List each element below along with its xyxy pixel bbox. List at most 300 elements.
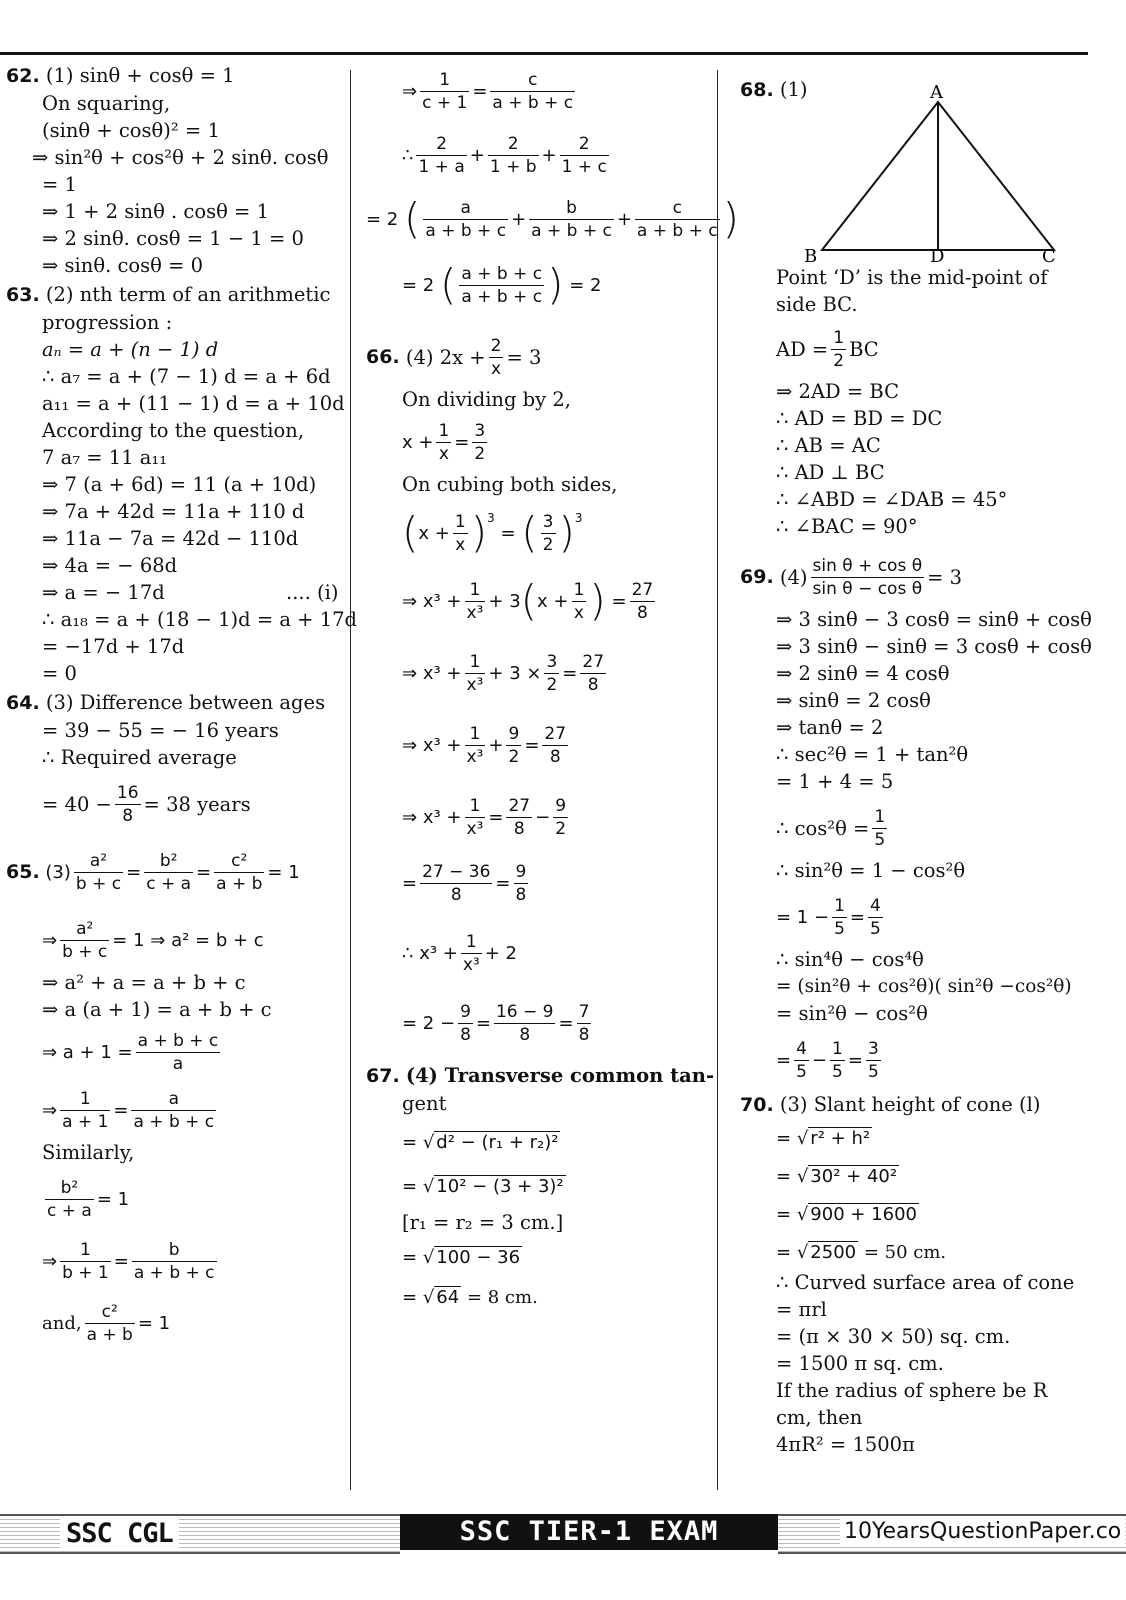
- fraction: [529, 197, 614, 242]
- numerator: c: [490, 69, 575, 92]
- numerator: 4: [869, 895, 881, 916]
- numerator: a²: [60, 918, 109, 941]
- numerator: a: [131, 1088, 216, 1111]
- numerator: 1: [60, 1088, 110, 1111]
- denominator: 8: [460, 1024, 471, 1045]
- fraction: [514, 861, 529, 906]
- text: On squaring,: [42, 92, 171, 115]
- question-number: 67.: [366, 1065, 400, 1087]
- denominator: sin θ − cos θ: [812, 578, 923, 599]
- denominator: 2: [474, 443, 486, 464]
- fraction: [868, 895, 883, 940]
- text: ∴ a₇ = a + (7 − 1) d = a + 6d: [42, 365, 331, 388]
- fraction: [472, 420, 487, 465]
- fraction: [490, 69, 575, 114]
- numerator: 2: [488, 133, 539, 156]
- text: ∴: [402, 942, 414, 964]
- denominator: a + b: [86, 1324, 133, 1345]
- top-rule: [0, 52, 1088, 55]
- numerator: 1: [834, 895, 845, 916]
- text: ⇒ a = − 17d: [42, 581, 165, 604]
- text: = 40 −: [42, 792, 112, 816]
- numerator: 16: [116, 782, 139, 803]
- numerator: 1: [573, 579, 585, 600]
- numerator: a + b + c: [461, 263, 543, 284]
- text: =: [454, 431, 470, 453]
- fraction: [832, 895, 847, 940]
- text: ⇒ 3 sinθ − sinθ = 3 cosθ + cosθ: [776, 635, 1092, 658]
- text: = sin²θ − cos²θ: [776, 1002, 928, 1025]
- denominator: b + c: [62, 941, 108, 962]
- text: ∴ sin⁴θ − cos⁴θ: [776, 948, 924, 971]
- question-63: [6, 281, 358, 687]
- text: ⇒: [42, 1099, 58, 1121]
- text: ⇒: [42, 1250, 58, 1272]
- radicand: 100 − 36: [436, 1246, 521, 1268]
- numerator: 3: [546, 651, 558, 672]
- fraction: [465, 795, 486, 840]
- text: ⇒ 2 sinθ. cosθ = 1 − 1 = 0: [42, 227, 304, 250]
- numerator: 27: [544, 723, 567, 744]
- text: = −17d + 17d: [42, 635, 185, 658]
- text: ∴ AD ⊥ BC: [776, 461, 885, 484]
- fraction: [506, 795, 532, 840]
- numerator: b²: [45, 1177, 94, 1200]
- text: −: [811, 1049, 828, 1071]
- text: = 1 ⇒ a² = b + c: [112, 929, 264, 951]
- fraction: [60, 1239, 111, 1284]
- fraction: [214, 850, 264, 895]
- question-64: [6, 689, 354, 833]
- denominator: 5: [869, 918, 881, 939]
- denominator: 2: [555, 818, 567, 839]
- denominator: a + b + c: [636, 220, 718, 241]
- fraction: [794, 1038, 809, 1083]
- numerator: a²: [74, 850, 123, 873]
- page-footer: [0, 1504, 1126, 1556]
- text: ⇒ a (a + 1) = a + b + c: [42, 998, 272, 1021]
- numerator: 1: [465, 795, 486, 818]
- text: = 38 years: [143, 792, 251, 816]
- numerator: 16 − 9: [495, 1001, 554, 1022]
- text: (3): [45, 861, 71, 883]
- fraction: [420, 861, 492, 906]
- denominator: c + a: [47, 1200, 92, 1221]
- fraction: [831, 327, 846, 372]
- text: ∴ ∠BAC = 90°: [776, 515, 918, 538]
- fraction: [811, 555, 925, 600]
- numerator: b: [132, 1239, 217, 1262]
- denominator: a + b + c: [133, 1111, 215, 1132]
- denominator: 8: [549, 746, 561, 767]
- denominator: 1 + b: [489, 156, 537, 177]
- denominator: a + b + c: [492, 92, 574, 113]
- question-number: 68.: [740, 79, 774, 101]
- text: (4) 2x +: [405, 345, 486, 369]
- footer-exam-tier: SSC TIER-1 EXAM: [459, 1516, 719, 1547]
- denominator: 2: [508, 746, 520, 767]
- text: x³ +: [422, 806, 462, 828]
- text: side BC.: [776, 293, 858, 316]
- fraction: [580, 651, 606, 696]
- denominator: a + b: [216, 873, 263, 894]
- text: (4) Transverse common tan-: [405, 1064, 715, 1087]
- text: ⇒ a² + a = a + b + c: [42, 971, 246, 994]
- text: ∴ sec²θ = 1 + tan²θ: [776, 743, 969, 766]
- text: =: [558, 1012, 574, 1034]
- fraction: [553, 795, 568, 840]
- text: = 2: [402, 274, 435, 296]
- fraction: [85, 1301, 135, 1346]
- text: =: [402, 872, 418, 894]
- text: ∴ sin²θ = 1 − cos²θ: [776, 859, 966, 882]
- denominator: x: [438, 443, 449, 464]
- denominator: a: [172, 1053, 184, 1074]
- text: =: [402, 1175, 418, 1197]
- denominator: x: [573, 602, 584, 623]
- denominator: x³: [466, 818, 484, 839]
- fraction: [630, 579, 656, 624]
- denominator: 5: [834, 918, 845, 939]
- text: =: [488, 806, 504, 828]
- text: ⇒ sin²θ + cos²θ + 2 sinθ. cosθ: [32, 146, 329, 169]
- numerator: 9: [515, 861, 527, 882]
- text: = 1: [267, 861, 300, 883]
- text: =: [776, 1049, 792, 1071]
- text: =: [562, 662, 578, 684]
- footer-left-band: [0, 1514, 400, 1554]
- fraction: [544, 651, 559, 696]
- fraction: [74, 850, 123, 895]
- text: ∴ cos²θ =: [776, 816, 870, 840]
- fraction: [132, 1239, 217, 1284]
- footer-exam-name: SSC CGL: [60, 1518, 179, 1549]
- text: (1) sinθ + cosθ = 1: [45, 64, 235, 87]
- text: +: [511, 208, 527, 230]
- numerator: 27: [508, 795, 531, 816]
- exponent: 3: [574, 510, 583, 525]
- fraction: [489, 335, 504, 380]
- numerator: 2: [560, 133, 609, 156]
- text: [r₁ = r₂ = 3 cm.]: [402, 1211, 564, 1234]
- question-number: 62.: [6, 65, 40, 87]
- text: =: [776, 1203, 792, 1225]
- text: ∴: [402, 144, 414, 166]
- denominator: 8: [513, 818, 525, 839]
- numerator: 2: [416, 133, 466, 156]
- footer-website: 10YearsQuestionPaper.co: [840, 1519, 1125, 1544]
- denominator: 8: [519, 1024, 531, 1045]
- text: =: [611, 590, 627, 612]
- denominator: a + b + c: [133, 1262, 215, 1283]
- text: ⇒ 4a = − 68d: [42, 554, 178, 577]
- denominator: 8: [578, 1024, 590, 1045]
- footer-center-band: [400, 1514, 778, 1550]
- numerator: 1: [465, 579, 486, 602]
- numerator: 1: [832, 1038, 843, 1059]
- question-65-continued: ⇒ $\frac{1}{c + 1}$ = $\frac{c}{a + b + c}$ ∴ $\frac{2}{1 + a}$ + $\frac{2}{1 + b}$ + $\frac{2}{1 + c}$ = 2 ( $\frac{a}{a + b + c}$ + $\frac{b}{a + b + c}$ + $\frac{c}{a + b + c}$ ) = 2 ( $\frac{a + b + c}{a + b + c}$ ) = 2: [366, 69, 739, 309]
- question-number: 69.: [740, 565, 774, 588]
- numerator: c²: [85, 1301, 135, 1324]
- fraction: [830, 1038, 845, 1083]
- column-middle: [366, 62, 739, 1314]
- text: x³ +: [422, 662, 462, 684]
- fraction: [416, 133, 466, 178]
- denominator: a + 1: [62, 1111, 109, 1132]
- denominator: c + 1: [422, 92, 468, 113]
- vertex-label-d: D: [930, 246, 945, 263]
- denominator: a + b + c: [531, 220, 612, 241]
- text: Point ‘D’ is the mid-point of: [776, 266, 1048, 289]
- denominator: x: [491, 358, 502, 379]
- text: = 3: [506, 345, 542, 369]
- text: =: [475, 1012, 491, 1034]
- text: ∴ AD = BD = DC: [776, 407, 943, 430]
- text: progression :: [42, 311, 173, 334]
- text: =: [776, 1165, 792, 1187]
- text: =: [776, 1241, 792, 1263]
- denominator: a + b + c: [461, 286, 543, 307]
- text: = 1: [96, 1188, 130, 1210]
- fraction: [542, 723, 568, 768]
- radicand: 30² + 40²: [810, 1165, 898, 1187]
- text: x³ +: [419, 942, 458, 964]
- text: (1): [779, 78, 808, 101]
- text: =: [113, 1099, 129, 1121]
- text: =: [847, 1049, 863, 1071]
- fraction: [494, 1001, 556, 1046]
- question-number: 64.: [6, 692, 40, 714]
- text: =: [776, 1127, 792, 1149]
- denominator: 8: [450, 884, 462, 905]
- text: = 1500 π sq. cm.: [776, 1352, 944, 1375]
- numerator: 9: [508, 723, 520, 744]
- radicand: 64: [436, 1286, 460, 1308]
- numerator: 1: [420, 69, 469, 92]
- text: +: [469, 144, 485, 166]
- text: +: [616, 208, 632, 230]
- denominator: 8: [515, 884, 527, 905]
- text: (3) Difference between ages: [45, 691, 326, 714]
- numerator: 1: [833, 327, 845, 348]
- footer-right-band: [778, 1514, 1126, 1554]
- text: =: [196, 861, 212, 883]
- numerator: c²: [214, 850, 264, 873]
- fraction: [136, 1030, 221, 1075]
- numerator: 27: [631, 579, 654, 600]
- text: gent: [402, 1092, 447, 1115]
- text: ⇒ 3 sinθ − 3 cosθ = sinθ + cosθ: [776, 608, 1092, 631]
- denominator: a + b + c: [425, 220, 507, 241]
- text: ⇒ 7a + 42d = 11a + 110 d: [42, 500, 305, 523]
- denominator: x: [455, 534, 466, 555]
- numerator: sin θ + cos θ: [812, 555, 923, 576]
- numerator: 1: [465, 723, 486, 746]
- text: + 2: [484, 942, 518, 964]
- text: =: [402, 1131, 418, 1153]
- fraction: [420, 69, 469, 114]
- text: ⇒: [402, 80, 418, 102]
- question-number: 65.: [6, 860, 40, 883]
- text: (4): [779, 565, 808, 589]
- fraction: [572, 579, 587, 624]
- numerator: 9: [460, 1001, 471, 1022]
- text: = 8 cm.: [466, 1286, 538, 1308]
- text: ⇒: [402, 734, 418, 756]
- text: +: [541, 144, 557, 166]
- text: = 50 cm.: [863, 1241, 947, 1263]
- question-69: [740, 548, 1120, 1089]
- numerator: 2: [490, 335, 502, 356]
- question-70: 70. (3) Slant height of cone (l) = √ r² + h² = √ 30² + 40² = √ 900 + 1600 = √ 2500 = 50 cm. ∴ Curved surface area of cone = πrl = (π × 30 × 50) sq. cm. = 1500 π sq. cm. If the radius of sphere be R cm, then 4πR² = 1500π: [740, 1091, 1120, 1458]
- question-number: 70.: [740, 1094, 774, 1116]
- text: ∴ Curved surface area of cone: [776, 1271, 1075, 1294]
- text: =: [402, 1246, 418, 1268]
- text: = 39 − 55 = − 16 years: [42, 719, 279, 742]
- denominator: 8: [122, 805, 134, 826]
- text: =: [500, 522, 516, 544]
- question-67: 67. (4) Transverse common tan- gent = √ d² − (r₁ + r₂)² = √ 10² − (3 + 3)² [r₁ = r₂ = 3 cm.] = √ 100 − 36 = √ 64 = 8 cm.: [366, 1062, 721, 1314]
- fraction: [45, 1177, 94, 1222]
- question-number: 66.: [366, 345, 400, 368]
- question-number: 63.: [6, 284, 40, 306]
- text: (sinθ + cosθ)² = 1: [42, 119, 220, 142]
- fraction: [560, 133, 609, 178]
- question-65: [6, 843, 354, 1352]
- text: + 3 ×: [488, 662, 542, 684]
- denominator: 8: [636, 602, 648, 623]
- triangle-diagram: [800, 78, 1060, 263]
- text: ∴ Required average: [42, 746, 237, 769]
- text: On dividing by 2,: [402, 388, 571, 411]
- denominator: x³: [466, 746, 484, 767]
- text: ⇒ 1 + 2 sinθ . cosθ = 1: [42, 200, 269, 223]
- text: ⇒: [42, 929, 58, 951]
- vertex-label-c: C: [1042, 246, 1056, 263]
- text: ⇒ 7 (a + 6d) = 11 (a + 10d): [42, 473, 317, 496]
- exponent: 3: [487, 510, 495, 525]
- text: BC: [849, 337, 879, 361]
- numerator: 1: [60, 1239, 111, 1262]
- text: Similarly,: [42, 1141, 135, 1164]
- text: On cubing both sides,: [402, 473, 618, 496]
- text: = 1: [137, 1312, 171, 1334]
- text: +: [488, 734, 504, 756]
- text: =: [495, 872, 511, 894]
- numerator: 1: [874, 806, 886, 827]
- question-66: 66. (4) 2x + $\frac{2}{x}$ = 3 On dividing by 2, x + $\frac{1}{x}$ = $\frac{3}{2}$ On cubing both sides, ( x + $\frac{1}{x}$ ) $^3$ = ( $\frac{3}{2}$ ) $^3$ ⇒ x³ + $\frac{1}{\text{x³}}$ + 3 ( x + $\frac{1}{x}$ ) = $\frac{27}{8}$ ⇒ x³ + $\frac{1}{\text{x³}}$ + 3 × $\frac{3}{2}$ = $\frac{27}{8}$ ⇒ x³ + $\frac{1}{\text{x³}}$ + $\frac{9}{2}$ = $\frac{27}{8}$ ⇒ x³ + $\frac{1}{\text{x³}}$ = $\frac{27}{8}$ − $\frac{9}{2}$ = $\frac{27 - 36}{8}$ = $\frac{9}{8}$ ∴ x³ + $\frac{1}{\text{x³}}$ + 2 = 2 − $\frac{9}{8}$ = $\frac{16 - 9}{8}$ = $\frac{7}{8}$: [366, 328, 721, 1052]
- text: 7 a₇ = 11 a₁₁: [42, 446, 168, 469]
- radicand: 10² − (3 + 3)²: [436, 1175, 564, 1197]
- radicand: r² + h²: [810, 1127, 871, 1149]
- text: 4πR² = 1500π: [776, 1433, 915, 1456]
- text: x³ +: [422, 590, 462, 612]
- text: ∴ ∠ABD = ∠DAB = 45°: [776, 488, 1008, 511]
- text: (3) Slant height of cone (l): [779, 1093, 1041, 1116]
- denominator: 5: [874, 829, 886, 850]
- fraction: [144, 850, 193, 895]
- text: ⇒ tanθ = 2: [776, 716, 884, 739]
- fraction: [423, 197, 508, 242]
- fraction: [506, 723, 521, 768]
- vertex-label-a: A: [930, 82, 943, 103]
- question-62: [6, 62, 354, 279]
- text: = 1: [42, 173, 77, 196]
- numerator: a: [423, 197, 508, 220]
- denominator: 5: [867, 1061, 879, 1082]
- fraction: [488, 133, 539, 178]
- numerator: 7: [578, 1001, 590, 1022]
- numerator: 27: [582, 651, 605, 672]
- fraction: [458, 1001, 473, 1046]
- text: aₙ = a + (n − 1) d: [42, 338, 219, 361]
- text: ⇒: [402, 662, 418, 684]
- text: =: [472, 80, 488, 102]
- numerator: b²: [144, 850, 193, 873]
- text: = 1 + 4 = 5: [776, 770, 894, 793]
- text: x³ +: [422, 734, 462, 756]
- numerator: 3: [542, 511, 554, 532]
- text: a₁₁ = a + (11 − 1) d = a + 10d: [42, 392, 345, 415]
- fraction: [866, 1038, 881, 1083]
- text: (2) nth term of an arithmetic: [45, 283, 331, 306]
- fraction: [131, 1088, 216, 1133]
- denominator: 2: [546, 674, 558, 695]
- text: =: [402, 1286, 418, 1308]
- denominator: 5: [796, 1061, 807, 1082]
- text: x +: [402, 431, 434, 453]
- text: ⇒ sinθ. cosθ = 0: [42, 254, 204, 277]
- text: and,: [42, 1312, 82, 1334]
- numerator: 3: [867, 1038, 879, 1059]
- text: −: [535, 806, 551, 828]
- denominator: c + a: [146, 873, 192, 894]
- text: ⇒: [402, 590, 418, 612]
- text: ∴ a₁₈ = a + (18 − 1)d = a + 17d: [42, 608, 358, 631]
- text: ⇒ 2 sinθ = 4 cosθ: [776, 662, 950, 685]
- fraction: [577, 1001, 592, 1046]
- text: = (sin²θ + cos²θ)( sin²θ −cos²θ): [776, 976, 1072, 997]
- numerator: 1: [438, 420, 450, 441]
- text: =: [113, 1250, 129, 1272]
- denominator: 2: [833, 350, 845, 371]
- text: ⇒ sinθ = 2 cosθ: [776, 689, 931, 712]
- numerator: 9: [555, 795, 567, 816]
- text: ∴ AB = AC: [776, 434, 881, 457]
- denominator: b + c: [75, 873, 122, 894]
- text: =: [524, 734, 540, 756]
- text: + 3: [488, 590, 521, 612]
- fraction: [115, 782, 141, 827]
- denominator: x³: [466, 602, 484, 623]
- numerator: a + b + c: [137, 1030, 219, 1051]
- fraction: [541, 511, 556, 556]
- text: According to the question,: [42, 419, 305, 442]
- text: If the radius of sphere be R: [776, 1379, 1048, 1402]
- text: ⇒ a + 1 =: [42, 1041, 133, 1063]
- denominator: 2: [542, 534, 554, 555]
- denominator: 1 + c: [561, 156, 607, 177]
- numerator: 4: [796, 1038, 807, 1059]
- text: x +: [537, 590, 569, 612]
- column-right: [740, 62, 1120, 1458]
- text: = 2: [366, 208, 399, 230]
- text: = (π × 30 × 50) sq. cm.: [776, 1325, 1011, 1348]
- text: ⇒: [402, 806, 418, 828]
- equation-tag: .... (i): [286, 581, 339, 604]
- numerator: 1: [465, 651, 486, 674]
- fraction: [465, 579, 486, 624]
